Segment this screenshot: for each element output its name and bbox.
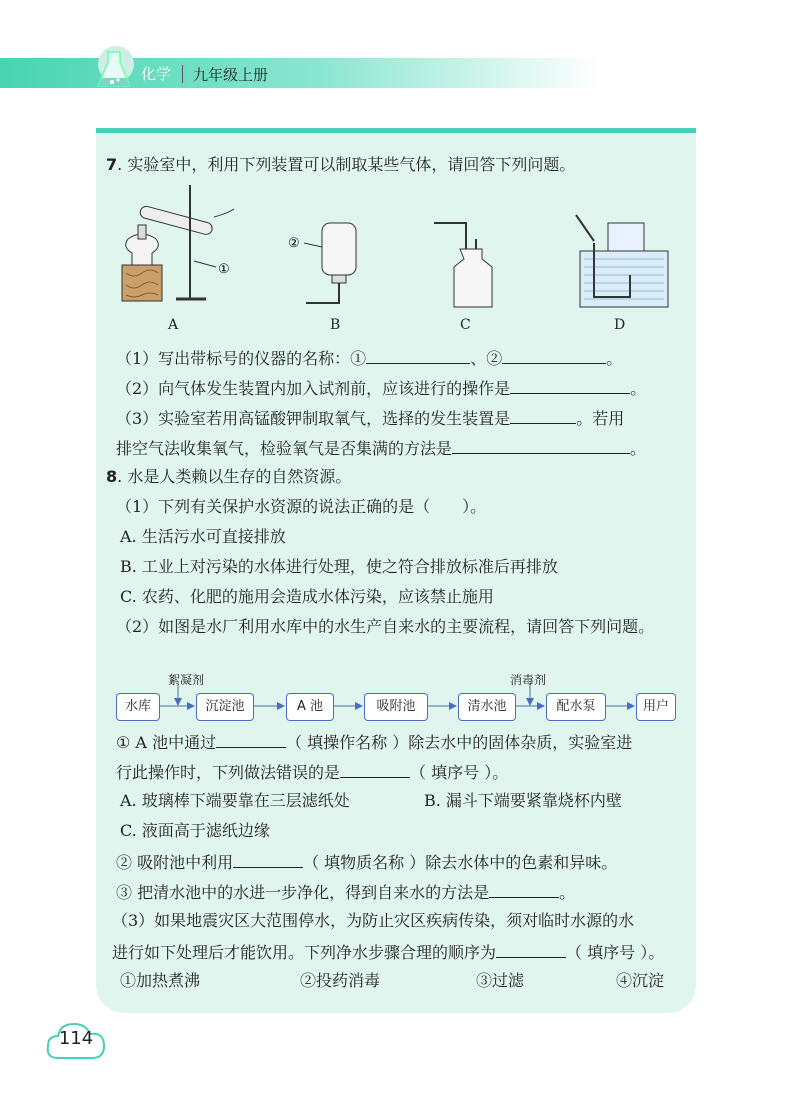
flow-node-user: 用户: [636, 693, 676, 721]
flow-node-clear-water-tank: 清水池: [458, 693, 516, 721]
answer-blank[interactable]: [510, 407, 576, 424]
header-divider: [182, 65, 183, 83]
figure-label-a: A: [168, 317, 179, 333]
q7-stem: [106, 155, 575, 175]
q8-stem: [106, 467, 351, 487]
q8-sub1-option-b: B. 工业上对污染的水体进行处理，使之符合排放标准后再排放: [120, 557, 558, 576]
q8-sub3-line2: 进行如下处理后才能饮用。下列净水步骤合理的顺序为 （ 填序号 ）。: [112, 943, 665, 962]
mark-1: ①: [218, 262, 230, 277]
q8-number: 8: [106, 467, 118, 486]
answer-blank[interactable]: [366, 347, 470, 364]
page-number: 114: [58, 1028, 94, 1049]
q7-number: 7: [106, 155, 118, 174]
answer-blank[interactable]: [502, 347, 606, 364]
grade-label: 九年级上册: [193, 65, 269, 84]
flow-node-reservoir: 水库: [116, 693, 160, 721]
figure-label-c: C: [460, 317, 471, 333]
answer-blank[interactable]: [496, 941, 566, 958]
flow-node-distribution-pump: 配水泵: [546, 693, 606, 721]
mark-2: ②: [288, 236, 300, 251]
q8-sub3-step-4: ④沉淀: [616, 971, 665, 990]
q8-stem-text: . 水是人类赖以生存的自然资源。: [117, 467, 352, 486]
q8-sub1-option-a: A. 生活污水可直接排放: [120, 527, 286, 546]
q8-sub2-q1-option-b: B. 漏斗下端要紧靠烧杯内壁: [424, 791, 622, 810]
q8-sub3-step-1: ①加热煮沸: [120, 971, 201, 990]
q8-sub2-q1-line1: ① A 池中通过 （ 填操作名称 ）除去水中的固体杂质，实验室进: [116, 733, 633, 752]
answer-blank[interactable]: [452, 437, 630, 454]
subject-label: 化学: [140, 65, 171, 83]
q8-sub3-step-2: ②投药消毒: [300, 971, 381, 990]
flocculant-note: 絮凝剂: [168, 673, 205, 687]
answer-blank[interactable]: [233, 851, 303, 868]
answer-blank[interactable]: [216, 731, 286, 748]
flow-node-settling-tank: 沉淀池: [196, 693, 254, 721]
q7-sub2: （2）向气体发生装置内加入试剂前，应该进行的操作是 。: [116, 379, 647, 398]
figure-label-d: D: [614, 317, 626, 333]
q8-sub2-q2: ② 吸附池中利用 （ 填物质名称 ）除去水体中的色素和异味。: [116, 853, 618, 872]
answer-blank[interactable]: [489, 881, 559, 898]
q8-sub3-line1: （3）如果地震灾区大范围停水，为防止灾区疾病传染，须对临时水源的水: [112, 911, 635, 930]
q7-sub1: （1）写出带标号的仪器的名称：① 、② 。: [116, 349, 623, 368]
q7-sub3-line2: 排空气法收集氧气，检验氧气是否集满的方法是 。: [116, 439, 647, 458]
q7-sub3-line1: （3）实验室若用高锰酸钾制取氧气，选择的发生装置是 。若用: [116, 409, 625, 428]
q8-sub3-step-3: ③过滤: [476, 971, 525, 990]
flow-node-adsorption-tank: 吸附池: [364, 693, 428, 721]
apparatus-d-figure: [574, 213, 674, 313]
q8-sub2-q1-line2: 行此操作时，下列做法错误的是 （ 填序号 ）。: [116, 763, 509, 782]
q8-sub2-q1-option-a: A. 玻璃棒下端要靠在三层滤纸处: [120, 791, 350, 810]
header: [92, 62, 268, 86]
figure-label-b: B: [330, 317, 341, 333]
answer-blank[interactable]: [510, 377, 630, 394]
apparatus-c-figure: [430, 219, 500, 315]
disinfectant-note: 消毒剂: [510, 673, 547, 687]
q8-sub2-q3: ③ 把清水池中的水进一步净化，得到自来水的方法是 。: [116, 883, 576, 902]
flow-node-a-tank: A 池: [286, 693, 334, 721]
apparatus-a-figure: [116, 181, 256, 309]
q8-sub2: （2）如图是水厂利用水库中的水生产自来水的主要流程，请回答下列问题。: [116, 617, 655, 636]
q8-sub1-option-c: C. 农药、化肥的施用会造成水体污染，应该禁止施用: [120, 587, 494, 606]
exercise-card: [96, 128, 696, 1013]
q8-sub2-q1-option-c: C. 液面高于滤纸边缘: [120, 821, 270, 840]
answer-blank[interactable]: [340, 761, 410, 778]
q7-stem-text: . 实验室中，利用下列装置可以制取某些气体，请回答下列问题。: [117, 155, 576, 174]
water-treatment-flowchart: [116, 671, 676, 731]
q8-sub1: （1）下列有关保护水资源的说法正确的是（ ）。: [116, 497, 487, 516]
apparatus-b-figure: [286, 217, 366, 307]
